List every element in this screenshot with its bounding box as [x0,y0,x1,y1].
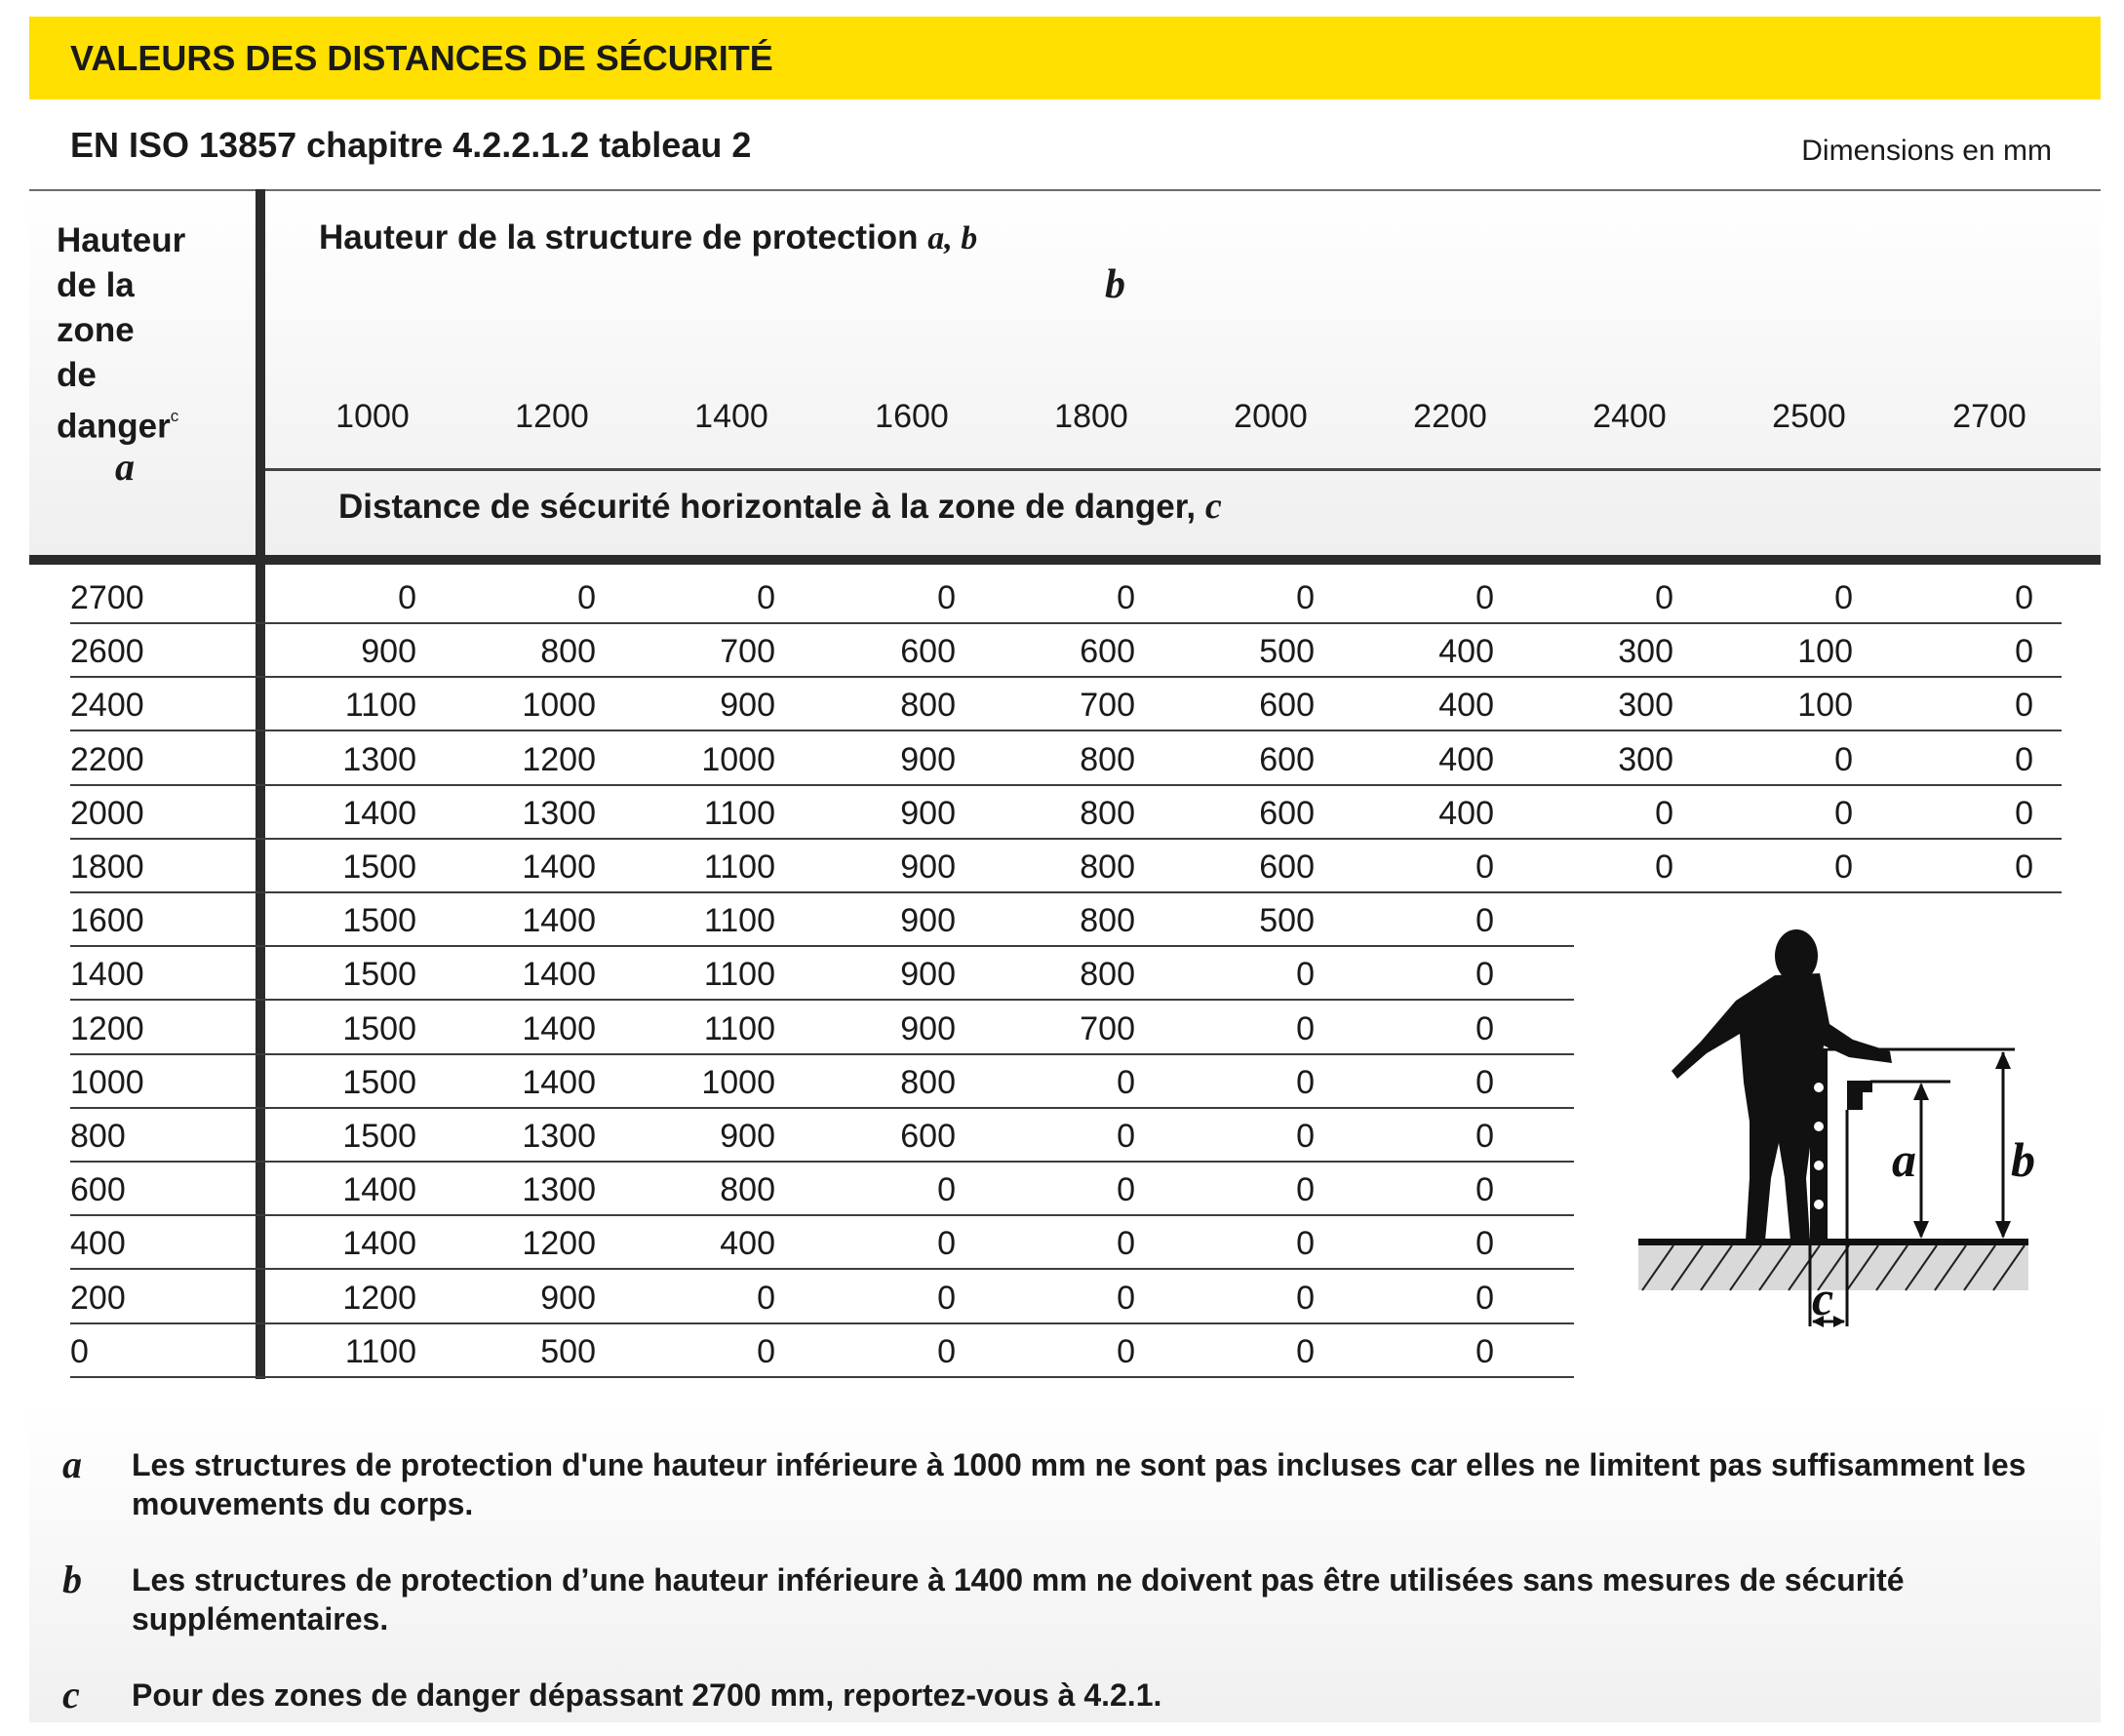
row-label: 2200 [70,740,144,778]
danger-zone-line: zone [57,311,135,349]
table-cell: 0 [1475,956,1494,994]
footnote-line: Les structures de protection d'une hauteur inférieure à 1000 mm ne sont pas incluses car elles ne limitent pas suffisamment les [132,1447,2026,1482]
column-header: 1200 [515,398,589,435]
table-cell: 0 [1655,794,1673,832]
table-cell: 0 [1117,1171,1135,1209]
table-cell: 1400 [522,1063,596,1101]
ground-line [1638,1239,2028,1245]
column-header: 1400 [694,398,768,435]
table-cell: 900 [900,956,956,994]
table-cell: 0 [1475,579,1494,616]
table-cell: 1500 [342,956,416,994]
table-cell: 600 [1259,848,1315,886]
table-cell: 0 [2015,740,2033,778]
danger-zone-header [57,218,185,450]
table-cell: 400 [1438,740,1494,778]
table-cell: 300 [1618,687,1673,725]
table-cell: 600 [1259,687,1315,725]
table-cell: 0 [1296,1171,1315,1209]
table-cell: 1400 [342,1225,416,1263]
distance-header [338,485,1222,528]
table-cell: 100 [1797,633,1853,671]
row-divider [70,1053,1574,1055]
table-cell: 0 [1296,579,1315,616]
table-cell: 800 [1080,848,1135,886]
row-label: 1600 [70,902,144,940]
table-cell: 0 [1296,1225,1315,1263]
table-cell: 0 [1117,579,1135,616]
table-cell: 0 [1475,1279,1494,1317]
row-label: 1800 [70,848,144,886]
table-cell: 0 [1296,1118,1315,1155]
column-header: 2500 [1772,398,1846,435]
row-divider [70,1268,1574,1270]
table-cell: 600 [1259,740,1315,778]
footnote-b [132,1560,2082,1638]
figure-label-b: b [2011,1132,2035,1187]
danger-zone-variable: a [115,445,135,489]
a-arrow-top [1913,1083,1929,1100]
footnote-key-c: c [62,1673,80,1716]
row-divider [70,999,1574,1001]
table-cell: 900 [900,1009,956,1047]
table-cell: 800 [900,687,956,725]
table-cell: 400 [1438,794,1494,832]
protection-footnote-refs: a, b [927,220,978,256]
table-cell: 1500 [342,1009,416,1047]
distance-label: Distance de sécurité horizontale à la zone de danger, [338,488,1197,526]
table-cell: 0 [1834,579,1853,616]
table-cell: 900 [900,848,956,886]
table-cell: 0 [1296,1279,1315,1317]
table-cell: 0 [1117,1063,1135,1101]
row-divider [70,891,2062,893]
row-label: 2400 [70,687,144,725]
table-cell: 1000 [701,1063,775,1101]
table-cell: 300 [1618,633,1673,671]
table-cell: 0 [2015,848,2033,886]
row-label: 1400 [70,956,144,994]
column-header: 2700 [1952,398,2026,435]
row-divider [70,1214,1574,1216]
row-label: 800 [70,1118,126,1155]
table-cell: 1200 [522,1225,596,1263]
row-label: 2700 [70,579,144,616]
row-divider [70,730,2062,731]
table-cell: 600 [900,633,956,671]
row-divider [70,838,2062,840]
footnote-key-b: b [62,1558,82,1601]
figure-label-a: a [1892,1132,1916,1187]
table-cell: 1100 [344,687,416,725]
footnote-line: Les structures de protection d’une hauteur inférieure à 1400 mm ne doivent pas être utilisées sans mesures de sécurité [132,1562,1905,1598]
table-cell: 0 [1834,794,1853,832]
table-cell: 0 [937,1332,956,1370]
table-cell: 0 [1475,1225,1494,1263]
distance-variable: c [1204,486,1222,527]
table-cell: 0 [1834,848,1853,886]
footnote-c [132,1676,2082,1715]
table-cell: 0 [937,1279,956,1317]
footnote-a [132,1445,2082,1523]
column-header: 1800 [1054,398,1128,435]
table-cell: 0 [1117,1279,1135,1317]
table-cell: 600 [1259,794,1315,832]
table-cell: 0 [2015,794,2033,832]
table-cell: 400 [1438,687,1494,725]
table-cell: 900 [900,740,956,778]
table-cell: 1100 [703,848,775,886]
table-cell: 1500 [342,1063,416,1101]
table-cell: 500 [540,1332,596,1370]
table-cell: 700 [720,633,775,671]
table-cell: 0 [1475,1171,1494,1209]
row-divider [70,1376,1574,1378]
row-divider [70,784,2062,786]
table-cell: 0 [398,579,416,616]
protection-height-variable: b [1105,262,1125,307]
table-cell: 0 [1117,1118,1135,1155]
table-cell: 1300 [522,794,596,832]
table-cell: 1400 [342,1171,416,1209]
table-cell: 600 [900,1118,956,1155]
page-title: VALEURS DES DISTANCES DE SÉCURITÉ [70,38,773,78]
table-cell: 600 [1080,633,1135,671]
table-cell: 800 [720,1171,775,1209]
protection-height-header [319,218,977,257]
table-cell: 1300 [522,1118,596,1155]
table-cell: 0 [2015,633,2033,671]
table-cell: 900 [361,633,416,671]
table-cell: 0 [1475,1009,1494,1047]
table-cell: 1100 [703,794,775,832]
b-arrow-top [1995,1051,2011,1069]
table-cell: 900 [720,687,775,725]
table-cell: 0 [1117,1225,1135,1263]
table-cell: 1400 [342,794,416,832]
table-cell: 1100 [344,1332,416,1370]
table-cell: 900 [900,794,956,832]
standard-reference: EN ISO 13857 chapitre 4.2.2.1.2 tableau 2 [70,125,752,165]
table-cell: 800 [1080,902,1135,940]
table-cell: 1500 [342,902,416,940]
table-cell: 0 [577,579,596,616]
row-divider [70,945,1574,947]
table-cell: 1500 [342,1118,416,1155]
row-label: 1200 [70,1009,144,1047]
column-header: 2200 [1413,398,1487,435]
dimensions-note: Dimensions en mm [1801,135,2052,167]
table-cell: 900 [540,1279,596,1317]
table-cell: 0 [2015,579,2033,616]
danger-zone-line: de la [57,266,135,304]
protection-height-label: Hauteur de la structure de protection [319,218,919,256]
danger-zone-line: Hauteur [57,221,186,259]
row-divider [70,1107,1574,1109]
table-cell: 1200 [522,740,596,778]
header-bottom-rule [29,555,2101,565]
table-cell: 0 [1475,1332,1494,1370]
table-cell: 300 [1618,740,1673,778]
row-label: 600 [70,1171,126,1209]
footnotes [29,1401,2101,1722]
table-cell: 0 [1475,1063,1494,1101]
c-arrow-right [1833,1316,1845,1327]
table-cell: 800 [900,1063,956,1101]
table-cell: 400 [720,1225,775,1263]
footnote-marker-c: c [170,407,179,425]
danger-zone-line: de [57,356,97,394]
row-divider [70,676,2062,678]
column-header: 2400 [1593,398,1667,435]
column-header: 1600 [875,398,949,435]
danger-zone-line: danger [57,407,171,446]
table-cell: 1000 [701,740,775,778]
column-header: 1000 [335,398,410,435]
table-cell: 1100 [703,1009,775,1047]
footnote-key-a: a [62,1442,82,1486]
table-cell: 700 [1080,687,1135,725]
column-header: 2000 [1234,398,1308,435]
table-cell: 1400 [522,956,596,994]
table-cell: 500 [1259,902,1315,940]
danger-zone-marker [1847,1081,1872,1110]
table-cell: 0 [1296,1332,1315,1370]
row-label: 1000 [70,1063,144,1101]
table-cell: 0 [1475,902,1494,940]
table-cell: 1300 [342,740,416,778]
table-cell: 0 [757,1279,775,1317]
header-divider [265,468,2101,471]
table-cell: 0 [937,1225,956,1263]
table-cell: 500 [1259,633,1315,671]
footnote-line: mouvements du corps. [132,1486,474,1521]
table-cell: 800 [540,633,596,671]
table-cell: 800 [1080,794,1135,832]
table-cell: 1200 [342,1279,416,1317]
table-cell: 0 [1117,1332,1135,1370]
row-label: 200 [70,1279,126,1317]
table-cell: 1400 [522,1009,596,1047]
table-cell: 100 [1797,687,1853,725]
table-cell: 0 [1655,579,1673,616]
row-label: 2600 [70,633,144,671]
table-cell: 1400 [522,902,596,940]
table-cell: 400 [1438,633,1494,671]
a-arrow-bottom [1913,1221,1929,1239]
b-arrow-bottom [1995,1221,2011,1239]
title-bar [29,17,2101,99]
row-divider [70,1161,1574,1163]
table-cell: 1100 [703,902,775,940]
row-divider [70,622,2062,624]
row-label: 400 [70,1225,126,1263]
subtitle-bar [29,101,2101,189]
table-cell: 0 [1296,1063,1315,1101]
table-cell: 0 [1655,848,1673,886]
table-cell: 0 [1296,956,1315,994]
table-cell: 1400 [522,848,596,886]
table-cell: 900 [720,1118,775,1155]
table-cell: 0 [1296,1009,1315,1047]
safety-distance-figure [1629,917,2038,1365]
table-cell: 0 [1475,1118,1494,1155]
table-cell: 1500 [342,848,416,886]
table-cell: 0 [1834,740,1853,778]
table-cell: 0 [937,1171,956,1209]
table-cell: 0 [757,1332,775,1370]
table-cell: 0 [757,579,775,616]
row-label: 0 [70,1332,89,1370]
table-cell: 1300 [522,1171,596,1209]
footnote-line: Pour des zones de danger dépassant 2700 mm, reportez-vous à 4.2.1. [132,1677,1162,1713]
table-cell: 800 [1080,956,1135,994]
table-cell: 1000 [522,687,596,725]
figure-label-c: c [1812,1271,1834,1325]
table-cell: 0 [1475,848,1494,886]
table-cell: 1100 [703,956,775,994]
row-divider [70,1322,1574,1324]
table-cell: 900 [900,902,956,940]
footnote-line: supplémentaires. [132,1601,389,1637]
protective-structure [1810,1048,1828,1242]
table-cell: 0 [937,579,956,616]
table-cell: 700 [1080,1009,1135,1047]
row-label: 2000 [70,794,144,832]
table-cell: 800 [1080,740,1135,778]
table-cell: 0 [2015,687,2033,725]
